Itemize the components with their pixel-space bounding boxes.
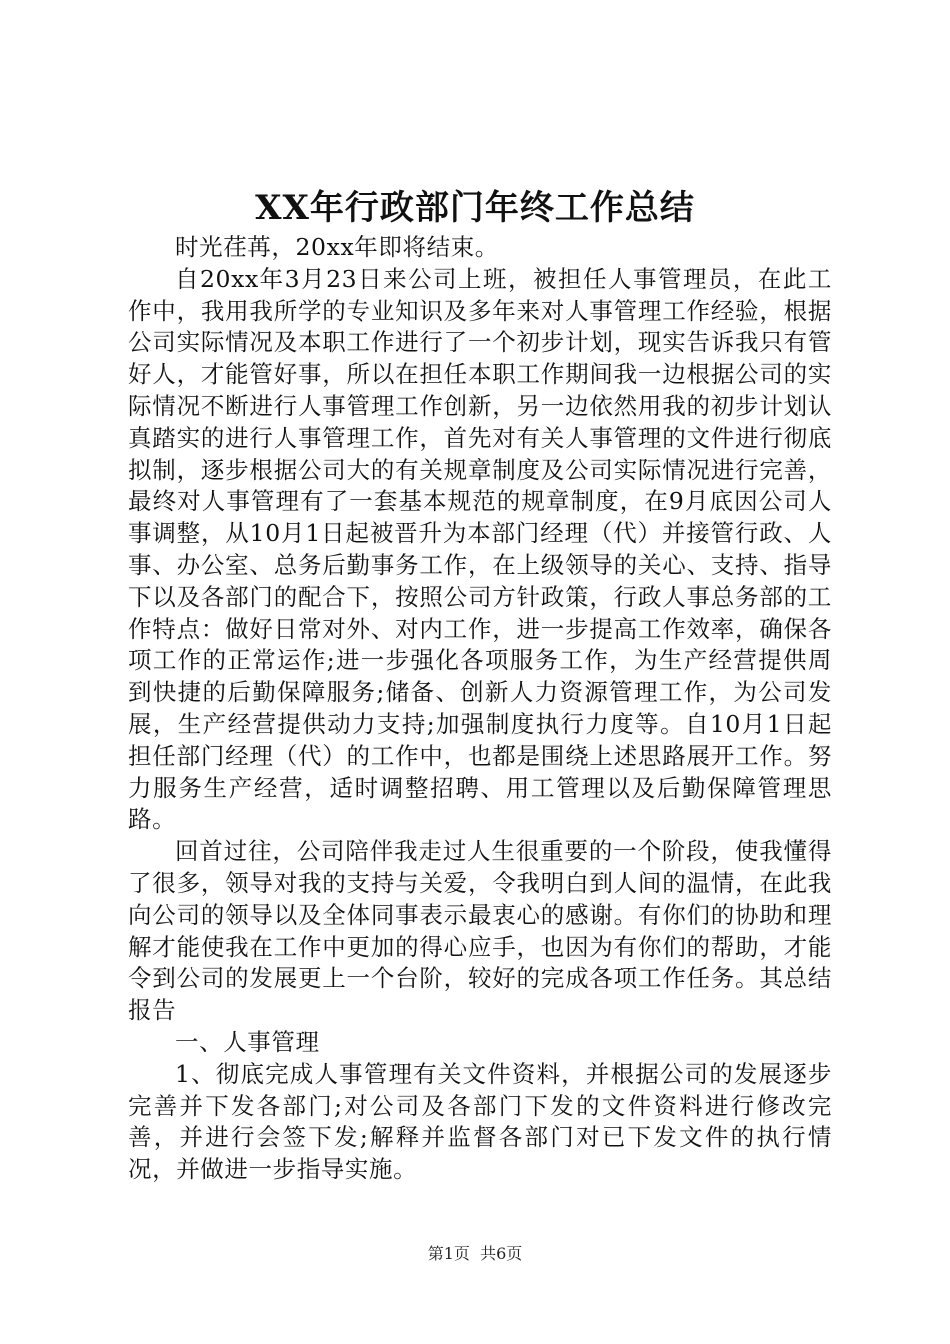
paragraph-work-summary: 自20xx年3月23日来公司上班，被担任人事管理员，在此工作中，我用我所学的专业知识及多年来对人事管理工作经验，根据公司实际情况及本职工作进行了一个初步计划，现实告诉我只有管好人，才能管好事，所以在担任本职工作期间我一边根据公司的实际情况不断进行人事管理工作创新，另一边依然用我的初步计划认真踏实的进行人事管理工作，首先对有关人事管理的文件进行彻底拟制，逐步根据公司大的有关规章制度及公司实际情况进行完善，最终对人事管理有了一套基本规范的规章制度，在9月底因公司人事调整，从10月1日起被晋升为本部门经理（代）并接管行政、人事、办公室、总务后勤事务工作，在上级领导的关心、支持、指导下以及各部门的配合下，按照公司方针政策，行政人事总务部的工作特点：做好日常对外、对内工作，进一步提高工作效率，确保各项工作的正常运作;进一步强化各项服务工作，为生产经营提供周到快捷的后勤保障服务;储备、创新人力资源管理工作，为公司发展，生产经营提供动力支持;加强制度执行力度等。自10月1日起担任部门经理（代）的工作中，也都是围绕上述思路展开工作。努力服务生产经营，适时调整招聘、用工管理以及后勤保障管理思路。 (128, 264, 832, 834)
paragraph-intro: 时光荏苒，20xx年即将结束。 (175, 233, 499, 261)
document-body (128, 232, 832, 1186)
footer-separator (470, 1244, 480, 1263)
document-title: XX年行政部门年终工作总结 (255, 188, 695, 228)
paragraph-hr-item-1: 1、彻底完成人事管理有关文件资料，并根据公司的发展逐步完善并下发各部门;对公司及各部门下发的文件资料进行修改完善，并进行会签下发;解释并监督各部门对已下发文件的执行情况，并做进一步指导实施。 (128, 1059, 832, 1184)
paragraph-gratitude: 回首过往，公司陪伴我走过人生很重要的一个阶段，使我懂得了很多，领导对我的支持与关爱，令我明白到人间的温情，在此我向公司的领导以及全体同事表示最衷心的感谢。有你们的协助和理解才能使我在工作中更加的得心应手，也因为有你们的帮助，才能令到公司的发展更上一个台阶，较好的完成各项工作任务。其总结报告 (128, 837, 832, 1025)
page-total: 共6页 (480, 1244, 523, 1263)
section-heading-hr: 一、人事管理 (175, 1027, 320, 1056)
page-number: 第1页 (427, 1244, 470, 1263)
page-footer (0, 1244, 950, 1264)
